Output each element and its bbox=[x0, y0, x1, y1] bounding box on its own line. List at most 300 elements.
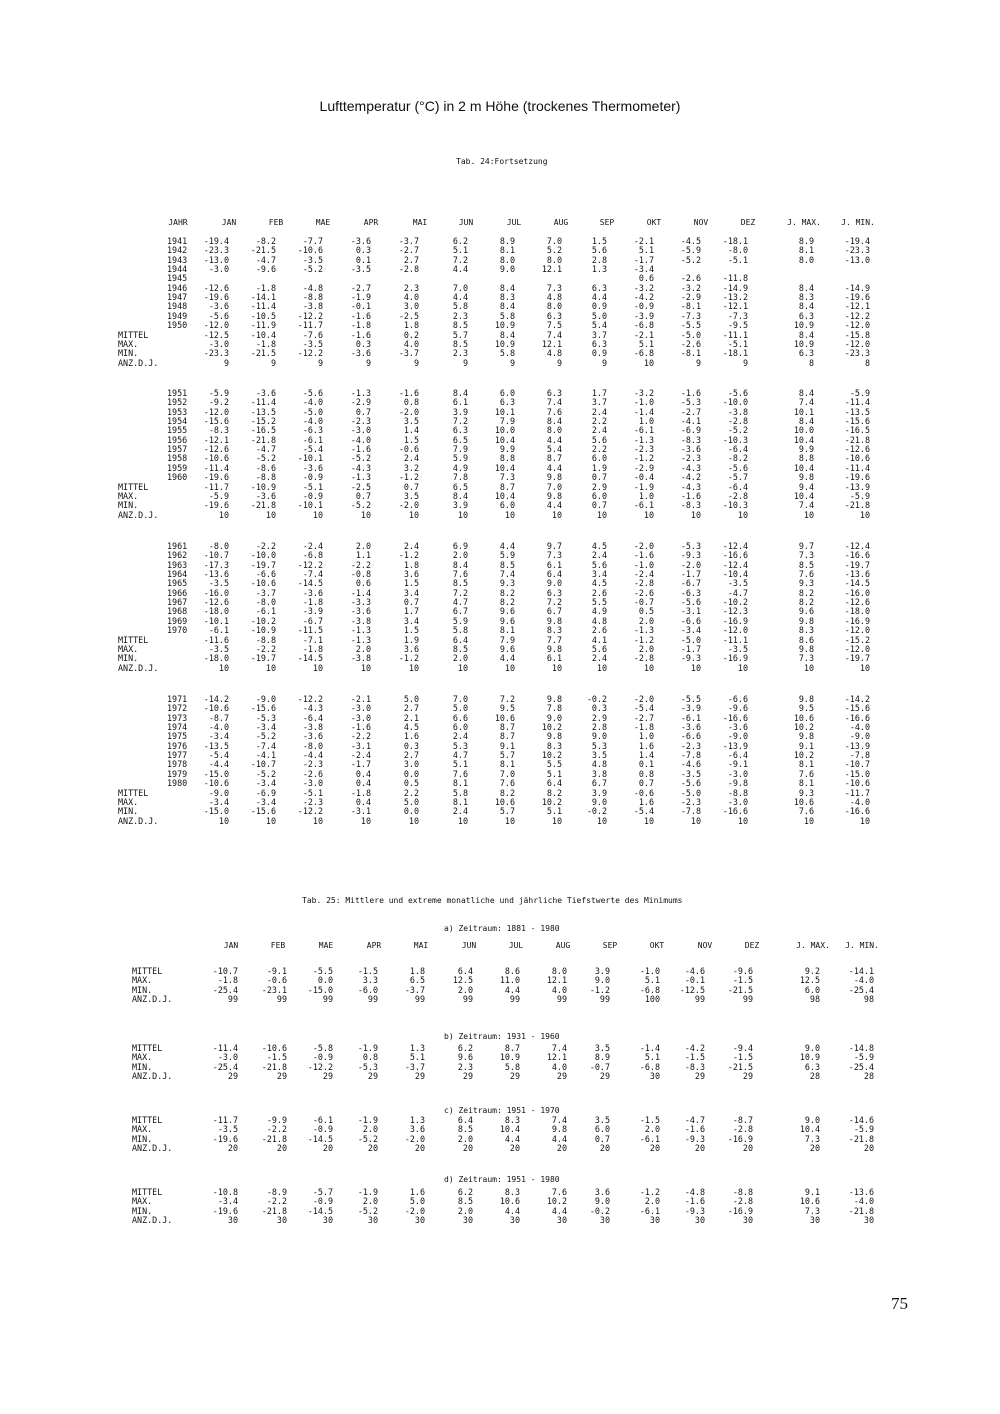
table-cell: 3.6 bbox=[403, 643, 419, 654]
table-cell: -13.2 bbox=[722, 292, 748, 303]
table-cell: -5.2 bbox=[357, 1205, 378, 1216]
table-cell: -5.4 bbox=[208, 750, 229, 761]
table-cell: 9.8 bbox=[546, 472, 562, 483]
table-cell: 10 bbox=[859, 662, 870, 673]
table-cell: -19.6 bbox=[203, 292, 229, 303]
table-cell: 10 bbox=[690, 509, 701, 520]
table-cell: -7.8 bbox=[849, 750, 870, 761]
table-cell: -14.9 bbox=[844, 282, 870, 293]
table-cell: -5.3 bbox=[357, 1061, 378, 1072]
table-cell: 1.3 bbox=[591, 264, 607, 275]
table-cell: 20 bbox=[276, 1143, 287, 1154]
table-cell: 2.0 bbox=[457, 984, 473, 995]
table-cell: 10.4 bbox=[494, 490, 515, 501]
table-cell: 1.0 bbox=[638, 416, 654, 427]
table-cell: 5.0 bbox=[403, 694, 419, 704]
table-cell: 1953 bbox=[167, 406, 188, 417]
table-cell: 3.4 bbox=[403, 615, 419, 626]
table-cell: -11.7 bbox=[203, 481, 229, 492]
table-cell: 2.8 bbox=[591, 254, 607, 265]
table-cell: 2.6 bbox=[591, 587, 607, 598]
table-cell: 4.4 bbox=[551, 1133, 567, 1144]
table-cell: 5.9 bbox=[452, 615, 468, 626]
table-cell: MITTEL bbox=[118, 481, 149, 492]
table-cell: -18.0 bbox=[203, 653, 229, 664]
table-cell: -3.7 bbox=[404, 984, 425, 995]
table-cell: -15.6 bbox=[250, 703, 276, 714]
table-cell: 10.6 bbox=[793, 712, 814, 723]
table-cell: 7.2 bbox=[499, 694, 515, 704]
table-cell: 1.7 bbox=[591, 388, 607, 398]
table-cell: 1977 bbox=[167, 750, 188, 761]
table-cell: -6.7 bbox=[302, 615, 323, 626]
table-cell: 8.4 bbox=[452, 490, 468, 501]
table-cell: 29 bbox=[509, 1071, 520, 1082]
table-cell: -3.8 bbox=[350, 615, 371, 626]
table-cell: 10 bbox=[265, 509, 276, 520]
table-cell: -6.1 bbox=[208, 625, 229, 636]
table-cell: -8.8 bbox=[727, 787, 748, 798]
table-cell: -8.1 bbox=[680, 301, 701, 312]
table-cell: -3.0 bbox=[208, 264, 229, 275]
table-cell: 10 bbox=[859, 815, 870, 826]
table-cell: -5.6 bbox=[727, 388, 748, 398]
table-cell: 30 bbox=[556, 1215, 567, 1226]
table-cell: 9 bbox=[601, 357, 607, 368]
table-cell: 99 bbox=[556, 994, 567, 1005]
table-cell: 8.8 bbox=[499, 453, 515, 464]
table-cell: 8.7 bbox=[546, 453, 562, 464]
table-cell: MIN. bbox=[132, 1133, 153, 1144]
table-cell: -11.4 bbox=[212, 1043, 238, 1053]
table-cell: -10.4 bbox=[250, 329, 276, 340]
table-cell: 98 bbox=[863, 994, 874, 1005]
table-cell: 5.1 bbox=[644, 1052, 660, 1063]
table-cell: -4.0 bbox=[853, 1196, 874, 1207]
table-cell: -10.6 bbox=[250, 578, 276, 589]
table-cell: 30 bbox=[809, 1215, 820, 1226]
table-cell: -6.0 bbox=[357, 984, 378, 995]
table-cell: -5.2 bbox=[350, 500, 371, 511]
table-cell: 10.9 bbox=[499, 1052, 520, 1063]
table-cell: -6.6 bbox=[727, 694, 748, 704]
table-cell: -2.0 bbox=[633, 541, 654, 551]
table-cell: 99 bbox=[462, 994, 473, 1005]
table-cell: FEB bbox=[268, 218, 284, 227]
table-cell: NOV bbox=[697, 941, 713, 950]
table-cell: 3.6 bbox=[403, 569, 419, 580]
table-cell: -13.5 bbox=[250, 406, 276, 417]
table-cell: MIN. bbox=[132, 1205, 153, 1216]
table-cell: 9 bbox=[556, 357, 562, 368]
table-cell: 5.8 bbox=[452, 301, 468, 312]
table-cell: -4.6 bbox=[680, 759, 701, 770]
table-cell: -1.8 bbox=[302, 597, 323, 608]
table-cell: 0.7 bbox=[355, 406, 371, 417]
table-cell: -21.8 bbox=[844, 500, 870, 511]
table-row bbox=[0, 1216, 1000, 1225]
table-cell: 7.9 bbox=[452, 444, 468, 455]
table-cell: -12.2 bbox=[307, 1061, 333, 1072]
table-cell: -4.3 bbox=[680, 462, 701, 473]
table-cell: -4.6 bbox=[684, 966, 705, 976]
table-cell: -13.9 bbox=[722, 740, 748, 751]
table-cell: 99 bbox=[227, 994, 238, 1005]
table-cell: 10.6 bbox=[499, 1196, 520, 1207]
table-cell: 8.9 bbox=[798, 236, 814, 246]
table-cell: 8.8 bbox=[798, 453, 814, 464]
period-label: a) Zeitraum: 1881 - 1980 bbox=[444, 924, 560, 933]
table-cell: -3.4 bbox=[255, 778, 276, 789]
table-cell: 10 bbox=[803, 662, 814, 673]
table-cell: 6.3 bbox=[546, 587, 562, 598]
table-cell: -19.7 bbox=[250, 559, 276, 570]
table-cell: -3.0 bbox=[217, 1052, 238, 1063]
table-cell: 4.9 bbox=[452, 462, 468, 473]
table-cell: 9.0 bbox=[499, 264, 515, 275]
table-cell: -10.6 bbox=[844, 453, 870, 464]
table-cell: 10.4 bbox=[499, 1124, 520, 1135]
table-cell: -1.8 bbox=[255, 282, 276, 293]
table-cell: ANZ.D.J. bbox=[132, 1215, 173, 1226]
table-cell: 4.4 bbox=[504, 1205, 520, 1216]
table-cell: -4.0 bbox=[208, 722, 229, 733]
table-cell: 29 bbox=[276, 1071, 287, 1082]
table-cell: -8.6 bbox=[255, 462, 276, 473]
table-cell: 4.0 bbox=[551, 984, 567, 995]
table-cell: 9.8 bbox=[798, 472, 814, 483]
table-cell: 3.0 bbox=[403, 759, 419, 770]
table-cell: -13.9 bbox=[844, 740, 870, 751]
table-cell: JUN bbox=[461, 941, 477, 950]
table-cell: -6.3 bbox=[680, 587, 701, 598]
table-cell: 10 bbox=[737, 815, 748, 826]
table-cell: 6.4 bbox=[457, 1115, 473, 1125]
table-cell: -3.0 bbox=[302, 778, 323, 789]
table-cell: 6.3 bbox=[798, 348, 814, 359]
table-cell: -1.6 bbox=[350, 722, 371, 733]
table-cell: -3.0 bbox=[208, 338, 229, 349]
table-cell: -3.0 bbox=[727, 796, 748, 807]
table-cell: -8.2 bbox=[727, 453, 748, 464]
table-cell: 10 bbox=[265, 815, 276, 826]
table-cell: 7.0 bbox=[452, 282, 468, 293]
table-cell: 1972 bbox=[167, 703, 188, 714]
table-cell: -2.2 bbox=[266, 1196, 287, 1207]
table-cell: 0.6 bbox=[638, 273, 654, 284]
table-cell: 7.9 bbox=[499, 416, 515, 427]
table-cell: -6.8 bbox=[639, 984, 660, 995]
table-cell: -2.7 bbox=[398, 245, 419, 256]
table-cell: 30 bbox=[863, 1215, 874, 1226]
table-cell: 1.8 bbox=[409, 966, 425, 976]
table-cell: 30 bbox=[694, 1215, 705, 1226]
table-cell: -12.6 bbox=[203, 444, 229, 455]
table-cell: -6.8 bbox=[639, 1061, 660, 1072]
tab24-caption: Tab. 24:Fortsetzung bbox=[456, 157, 548, 166]
table-cell: -5.2 bbox=[357, 1133, 378, 1144]
table-cell: 8.0 bbox=[546, 425, 562, 436]
table-cell: -3.5 bbox=[208, 643, 229, 654]
table-cell: 7.6 bbox=[546, 406, 562, 417]
table-cell: 1974 bbox=[167, 722, 188, 733]
table-cell: 0.7 bbox=[638, 778, 654, 789]
table-cell: -6.6 bbox=[680, 615, 701, 626]
table-cell: -11.1 bbox=[722, 329, 748, 340]
table-cell: -3.5 bbox=[350, 264, 371, 275]
table-cell: 6.3 bbox=[804, 1061, 820, 1072]
table-cell: -1.6 bbox=[680, 490, 701, 501]
table-cell: 8.4 bbox=[798, 388, 814, 398]
table-cell: -19.6 bbox=[212, 1205, 238, 1216]
table-cell: 8.0 bbox=[798, 254, 814, 265]
table-cell: -15.8 bbox=[844, 329, 870, 340]
table-cell: -4.2 bbox=[633, 292, 654, 303]
table-cell: JAHR bbox=[168, 218, 188, 227]
table-cell: -12.6 bbox=[844, 444, 870, 455]
table-cell: -2.0 bbox=[680, 559, 701, 570]
table-cell: -13.0 bbox=[203, 254, 229, 265]
table-cell: -3.7 bbox=[398, 348, 419, 359]
table-cell: 10 bbox=[643, 357, 654, 368]
table-cell: 5.1 bbox=[638, 338, 654, 349]
table-cell: MITTEL bbox=[118, 787, 149, 798]
table-cell: 12.1 bbox=[546, 975, 567, 986]
table-cell: -12.5 bbox=[679, 984, 705, 995]
table-cell: -14.2 bbox=[844, 694, 870, 704]
table-cell: -10.6 bbox=[203, 703, 229, 714]
table-cell: -2.8 bbox=[633, 653, 654, 664]
table-cell: -2.3 bbox=[350, 416, 371, 427]
table-cell: -6.6 bbox=[255, 569, 276, 580]
table-cell: MITTEL bbox=[118, 329, 149, 340]
table-cell: 8.3 bbox=[546, 740, 562, 751]
table-cell: 9.6 bbox=[457, 1052, 473, 1063]
table-cell: 1.6 bbox=[638, 740, 654, 751]
table-cell: MAI bbox=[413, 941, 429, 950]
table-cell: 30 bbox=[509, 1215, 520, 1226]
table-cell: -18.0 bbox=[203, 606, 229, 617]
table-cell: 1.9 bbox=[403, 634, 419, 645]
table-cell: -3.9 bbox=[302, 606, 323, 617]
table-cell: -14.1 bbox=[848, 966, 874, 976]
table-cell: 7.0 bbox=[546, 481, 562, 492]
table-cell: 30 bbox=[367, 1215, 378, 1226]
table-cell: -9.4 bbox=[732, 1043, 753, 1053]
table-cell: 4.4 bbox=[546, 462, 562, 473]
table-cell: -12.0 bbox=[844, 338, 870, 349]
table-cell: -4.0 bbox=[853, 975, 874, 986]
table-cell: 29 bbox=[742, 1071, 753, 1082]
table-cell: -5.8 bbox=[312, 1043, 333, 1053]
table-cell: -10.3 bbox=[722, 434, 748, 445]
table-cell: 0.7 bbox=[594, 1133, 610, 1144]
table-cell: -6.1 bbox=[639, 1133, 660, 1144]
table-cell: 99 bbox=[742, 994, 753, 1005]
table-cell: MIN. bbox=[118, 348, 139, 359]
table-cell: 1.9 bbox=[591, 462, 607, 473]
table-cell: -1.8 bbox=[633, 722, 654, 733]
table-cell: -3.0 bbox=[350, 703, 371, 714]
table-cell: 8.4 bbox=[546, 416, 562, 427]
table-cell: -5.5 bbox=[680, 320, 701, 331]
table-cell: 10.4 bbox=[793, 462, 814, 473]
table-cell: 9.8 bbox=[798, 731, 814, 742]
table-cell: -9.5 bbox=[727, 320, 748, 331]
table-cell: 12.1 bbox=[546, 1052, 567, 1063]
table-cell: -4.0 bbox=[302, 416, 323, 427]
table-cell: 1975 bbox=[167, 731, 188, 742]
table-cell: 7.4 bbox=[546, 397, 562, 408]
table-cell: -5.9 bbox=[853, 1124, 874, 1135]
table-cell: 29 bbox=[694, 1071, 705, 1082]
table-cell: 8.2 bbox=[499, 587, 515, 598]
table-cell: 20 bbox=[227, 1143, 238, 1154]
table-cell: -14.5 bbox=[844, 578, 870, 589]
table-cell: 9.5 bbox=[798, 703, 814, 714]
table-cell: -3.4 bbox=[680, 625, 701, 636]
table-cell: 6.3 bbox=[798, 310, 814, 321]
table-cell: -0.2 bbox=[586, 806, 607, 817]
table-row bbox=[0, 995, 1000, 1004]
table-cell: -4.3 bbox=[350, 462, 371, 473]
table-cell: 1945 bbox=[167, 273, 188, 284]
table-cell: -1.0 bbox=[633, 559, 654, 570]
table-cell: 3.4 bbox=[591, 569, 607, 580]
table-cell: 3.3 bbox=[362, 975, 378, 986]
table-cell: 3.9 bbox=[452, 500, 468, 511]
table-cell: 0.3 bbox=[403, 740, 419, 751]
table-cell: 8.2 bbox=[499, 787, 515, 798]
table-cell: 2.7 bbox=[403, 254, 419, 265]
table-cell: 1.3 bbox=[409, 1115, 425, 1125]
table-cell: -17.3 bbox=[203, 559, 229, 570]
table-cell: 8.6 bbox=[504, 966, 520, 976]
table-cell: -1.3 bbox=[633, 434, 654, 445]
table-cell: 1956 bbox=[167, 434, 188, 445]
table-cell: 9.8 bbox=[546, 694, 562, 704]
table-cell: 99 bbox=[322, 994, 333, 1005]
table-cell: -3.0 bbox=[727, 768, 748, 779]
table-cell: 4.0 bbox=[403, 338, 419, 349]
table-cell: 0.7 bbox=[591, 472, 607, 483]
table-cell: 9.6 bbox=[798, 606, 814, 617]
table-cell: 8.4 bbox=[452, 388, 468, 398]
table-cell: 9 bbox=[742, 357, 748, 368]
table-cell: -1.4 bbox=[639, 1043, 660, 1053]
table-cell: -4.7 bbox=[255, 254, 276, 265]
table-cell: -6.3 bbox=[302, 425, 323, 436]
table-cell: 1942 bbox=[167, 245, 188, 256]
table-cell: FEB bbox=[270, 941, 286, 950]
table-cell: -11.7 bbox=[297, 320, 323, 331]
table-cell: 7.6 bbox=[798, 569, 814, 580]
table-cell: -1.2 bbox=[398, 653, 419, 664]
table-cell: -11.4 bbox=[844, 397, 870, 408]
table-cell: 5.8 bbox=[504, 1061, 520, 1072]
table-cell: -3.6 bbox=[350, 348, 371, 359]
table-cell: 0.1 bbox=[638, 759, 654, 770]
table-cell: -6.8 bbox=[633, 320, 654, 331]
table-cell: 6.5 bbox=[452, 434, 468, 445]
table-cell: 7.6 bbox=[452, 569, 468, 580]
table-cell: -1.6 bbox=[350, 444, 371, 455]
table-cell: ANZ.D.J. bbox=[118, 509, 159, 520]
table-cell: -6.4 bbox=[727, 750, 748, 761]
table-cell: -3.4 bbox=[255, 722, 276, 733]
table-cell: -3.6 bbox=[255, 490, 276, 501]
table-cell: -0.6 bbox=[633, 787, 654, 798]
table-cell: -2.7 bbox=[633, 712, 654, 723]
table-cell: -16.9 bbox=[722, 615, 748, 626]
table-cell: 6.3 bbox=[452, 425, 468, 436]
table-cell: -23.3 bbox=[203, 348, 229, 359]
table-cell: 29 bbox=[227, 1071, 238, 1082]
table-cell: -3.7 bbox=[404, 1061, 425, 1072]
table-cell: 4.4 bbox=[591, 292, 607, 303]
table-header bbox=[0, 941, 1000, 950]
table-cell: -2.8 bbox=[398, 264, 419, 275]
table-cell: ANZ.D.J. bbox=[132, 1071, 173, 1082]
table-cell: -10.6 bbox=[203, 453, 229, 464]
table-cell: 1947 bbox=[167, 292, 188, 303]
table-cell: 5.8 bbox=[499, 310, 515, 321]
table-cell: 3.9 bbox=[591, 787, 607, 798]
table-cell: -5.9 bbox=[849, 388, 870, 398]
table-cell: 10.4 bbox=[793, 490, 814, 501]
table-cell: 2.8 bbox=[591, 722, 607, 733]
table-cell: -2.9 bbox=[350, 397, 371, 408]
table-cell: 30 bbox=[599, 1215, 610, 1226]
table-cell: -3.1 bbox=[350, 740, 371, 751]
table-cell: -3.1 bbox=[680, 606, 701, 617]
table-cell: -5.1 bbox=[727, 254, 748, 265]
table-cell: -1.6 bbox=[684, 1124, 705, 1135]
table-cell: -9.0 bbox=[208, 787, 229, 798]
table-cell: 0.1 bbox=[355, 254, 371, 265]
table-cell: 5.1 bbox=[452, 759, 468, 770]
table-cell: 2.1 bbox=[403, 712, 419, 723]
table-cell: -1.6 bbox=[680, 388, 701, 398]
table-cell: 4.4 bbox=[546, 434, 562, 445]
table-cell: -3.5 bbox=[727, 578, 748, 589]
table-cell: -2.2 bbox=[255, 541, 276, 551]
table-cell: 1951 bbox=[167, 388, 188, 398]
table-cell: -16.6 bbox=[844, 712, 870, 723]
table-cell: 9.1 bbox=[499, 740, 515, 751]
table-cell: 10 bbox=[457, 815, 468, 826]
table-cell: 9.8 bbox=[546, 615, 562, 626]
table-cell: 10 bbox=[737, 662, 748, 673]
table-cell: -3.5 bbox=[302, 338, 323, 349]
table-cell: -3.6 bbox=[680, 722, 701, 733]
table-cell: 10 bbox=[360, 509, 371, 520]
table-cell: -3.2 bbox=[680, 282, 701, 293]
table-cell: 9.8 bbox=[551, 1124, 567, 1135]
table-cell: -14.2 bbox=[203, 694, 229, 704]
table-cell: -3.8 bbox=[350, 653, 371, 664]
table-cell: 10.6 bbox=[793, 796, 814, 807]
table-cell: 1980 bbox=[167, 778, 188, 789]
table-cell: -0.7 bbox=[589, 1061, 610, 1072]
table-cell: 6.2 bbox=[457, 1043, 473, 1053]
table-cell: -19.7 bbox=[844, 653, 870, 664]
table-cell: -21.8 bbox=[848, 1205, 874, 1216]
table-cell: -5.2 bbox=[255, 731, 276, 742]
table-cell: -1.9 bbox=[633, 481, 654, 492]
table-cell: -8.1 bbox=[680, 348, 701, 359]
table-row bbox=[0, 265, 1000, 274]
